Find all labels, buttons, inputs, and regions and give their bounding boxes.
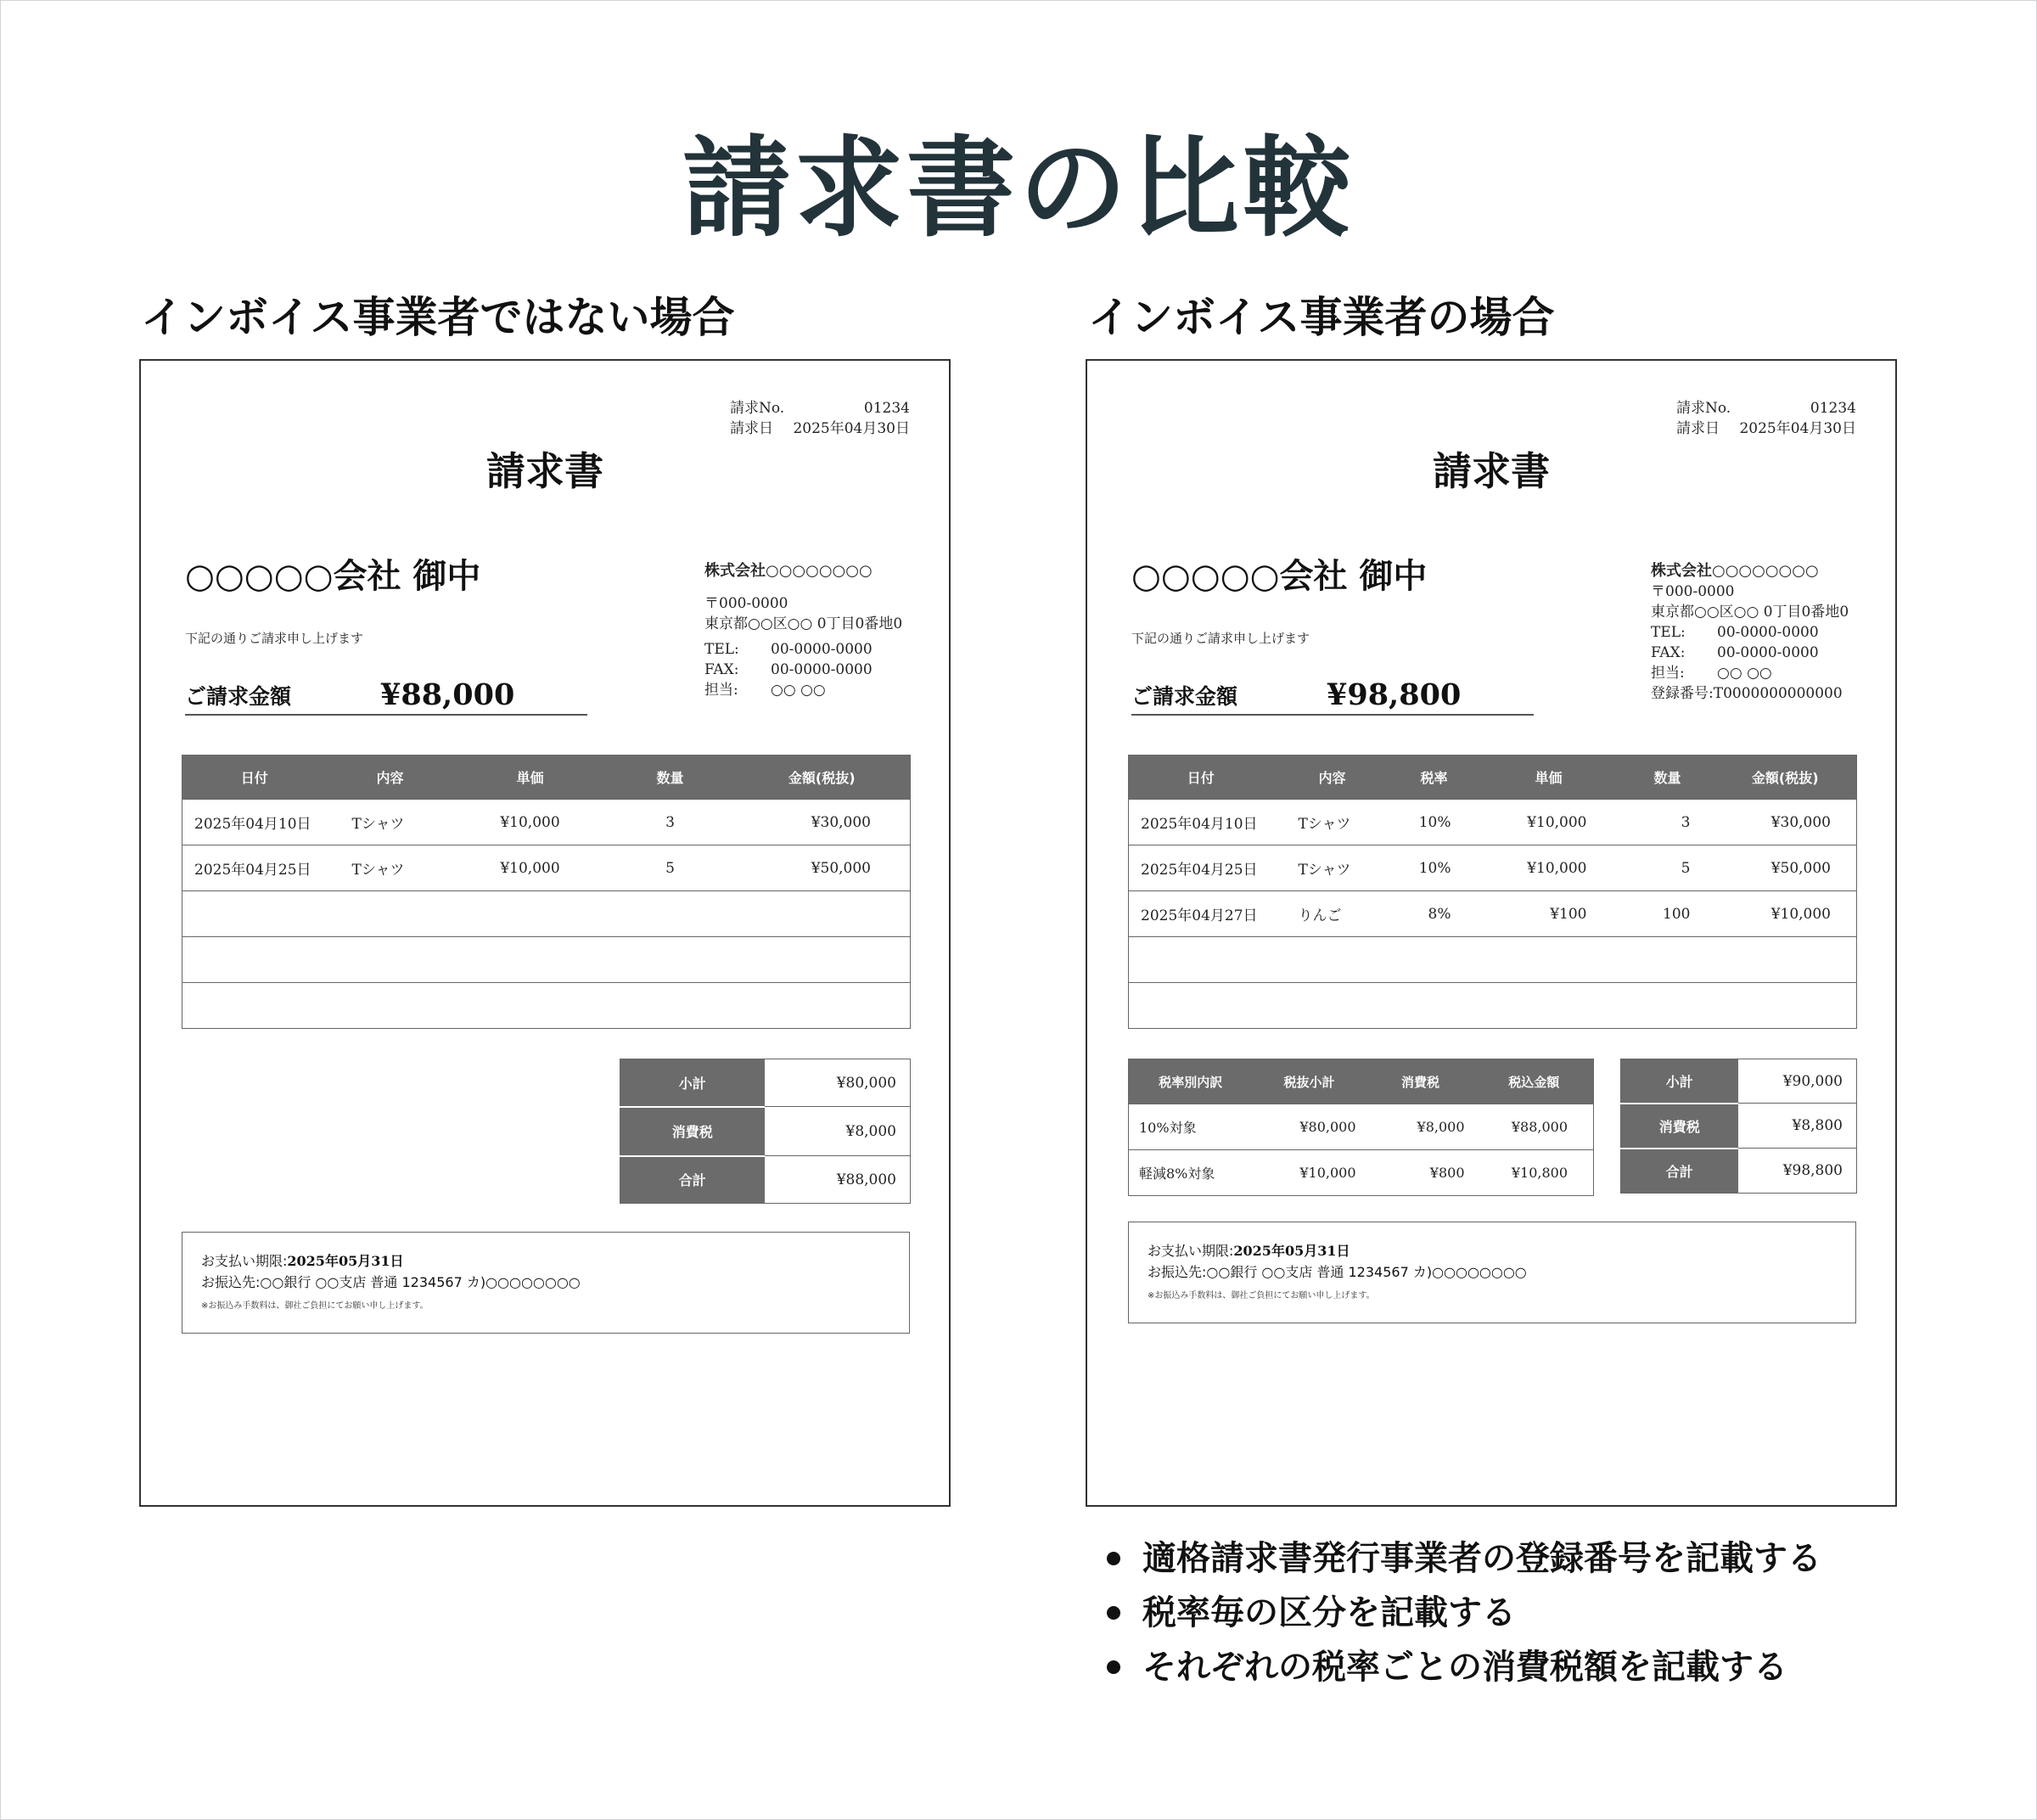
tax-breakdown-table <box>1128 1059 1594 1196</box>
cell-tax-class: 軽減8%対象 <box>1129 1150 1253 1196</box>
issuer-name: 株式会社○○○○○○○○ <box>1651 562 1819 580</box>
issuer-address: 東京都○○区○○ 0丁目0番地0 <box>1651 604 1849 621</box>
fax-value: 00-0000-0000 <box>1717 644 1819 661</box>
contact-label: 担当: <box>1651 665 1685 682</box>
total-label: 消費税 <box>1621 1104 1738 1149</box>
tel-label: TEL: <box>1651 624 1686 641</box>
table-row <box>182 891 911 937</box>
column-header: 日付 <box>182 755 327 800</box>
column-header: 金額(税抜) <box>734 755 911 800</box>
column-header: 内容 <box>1273 755 1392 800</box>
intro-text: 下記の通りご請求申し上げます <box>1131 631 1310 646</box>
right-section-title: インボイス事業者の場合 <box>1088 293 1555 342</box>
customer-name: ○○○○○会社 御中 <box>185 557 481 596</box>
total-label: 小計 <box>620 1059 765 1107</box>
customer-name: ○○○○○会社 御中 <box>1131 557 1428 596</box>
cell-unit-price: ¥10,000 <box>454 845 607 891</box>
cell-amount: ¥30,000 <box>734 800 911 845</box>
cell-date: 2025年04月10日 <box>1129 800 1273 845</box>
column-header: 税率別内訳 <box>1129 1059 1253 1104</box>
cell-item: Tシャツ <box>327 800 454 845</box>
table-row <box>1129 937 1857 983</box>
total-value: ¥8,000 <box>765 1107 911 1156</box>
column-header: 税率 <box>1392 755 1477 800</box>
meta-label: 請求No. <box>1676 400 1731 417</box>
list-item <box>1103 1640 1821 1694</box>
issuer-block <box>704 561 902 700</box>
table-row <box>182 983 911 1029</box>
issuer-block <box>1651 561 1849 704</box>
table-row <box>1129 845 1857 891</box>
cell-item: りんご <box>1273 891 1392 937</box>
list-item <box>1103 1531 1821 1586</box>
column-header: 日付 <box>1129 755 1273 800</box>
cell-item: Tシャツ <box>1273 845 1392 891</box>
payment-deadline <box>1148 1241 1837 1261</box>
table-row <box>182 800 911 845</box>
items-table <box>1128 755 1857 1029</box>
column-header: 単価 <box>1477 755 1621 800</box>
tel-value: 00-0000-0000 <box>771 641 873 658</box>
table-row <box>1129 1150 1594 1196</box>
issuer-postal: 〒000-0000 <box>1651 583 1735 600</box>
amount-label: ご請求金額 <box>1131 684 1238 709</box>
issuer-address: 東京都○○区○○ 0丁目0番地0 <box>704 615 903 632</box>
cell-qty: 3 <box>1621 800 1714 845</box>
billing-amount <box>185 666 587 716</box>
invoice-right <box>1086 359 1897 1507</box>
invoice-title: 請求書 <box>1433 448 1550 494</box>
payment-bank: お振込先:○○銀行 ○○支店 普通 1234567 カ)○○○○○○○○ <box>1148 1264 1527 1280</box>
payment-note: ※お振込み手数料は、御社ご負担にてお願い申し上げます。 <box>201 1301 429 1311</box>
cell-subtotal: ¥10,000 <box>1253 1150 1366 1196</box>
list-item <box>1103 1586 1821 1640</box>
table-row <box>1129 800 1857 845</box>
invoice-meta <box>730 398 910 439</box>
column-header: 内容 <box>327 755 454 800</box>
issuer-name: 株式会社○○○○○○○○ <box>704 562 873 580</box>
cell-qty: 5 <box>607 845 734 891</box>
contact-label: 担当: <box>704 682 738 699</box>
deadline-value: 2025年05月31日 <box>1233 1243 1350 1259</box>
deadline-label: お支払い期限: <box>1148 1243 1234 1259</box>
contact-value: ○○ ○○ <box>1717 665 1772 682</box>
cell-tax: ¥8,000 <box>1366 1104 1475 1150</box>
total-label: 合計 <box>1621 1149 1738 1194</box>
total-value: ¥80,000 <box>836 1074 896 1092</box>
amount-label: ご請求金額 <box>185 684 292 709</box>
total-label: 消費税 <box>620 1107 765 1156</box>
cell-qty: 3 <box>607 800 734 845</box>
totals-table <box>1620 1059 1857 1194</box>
invoice-left <box>139 359 951 1507</box>
key-points <box>1103 1531 1821 1694</box>
cell-amount: ¥50,000 <box>734 845 911 891</box>
table-row <box>182 845 911 891</box>
cell-tax: ¥800 <box>1366 1150 1475 1196</box>
column-header: 数量 <box>607 755 734 800</box>
tel-value: 00-0000-0000 <box>1717 624 1819 641</box>
total-value: ¥98,800 <box>1738 1149 1857 1194</box>
cell-tax-class: 10%対象 <box>1129 1104 1253 1150</box>
total-value: ¥88,000 <box>765 1156 911 1204</box>
table-row <box>1129 891 1857 937</box>
cell-unit-price: ¥10,000 <box>454 800 607 845</box>
cell-date: 2025年04月25日 <box>1129 845 1273 891</box>
totals-table <box>620 1059 911 1204</box>
payment-box <box>1128 1222 1856 1323</box>
total-value: ¥90,000 <box>1782 1072 1843 1090</box>
cell-qty: 5 <box>1621 845 1714 891</box>
list-item-text: 適格請求書発行事業者の登録番号を記載する <box>1142 1539 1821 1578</box>
page-title: 請求書の比較 <box>682 126 1355 252</box>
meta-value: 01234 <box>863 400 910 417</box>
cell-item: Tシャツ <box>1273 800 1392 845</box>
left-section-title: インボイス事業者ではない場合 <box>141 293 735 342</box>
invoice-title: 請求書 <box>486 448 603 494</box>
cell-amount: ¥50,000 <box>1714 845 1857 891</box>
contact-value: ○○ ○○ <box>771 682 826 699</box>
cell-unit-price: ¥10,000 <box>1477 845 1621 891</box>
cell-tax-rate: 10% <box>1392 845 1477 891</box>
tel-label: TEL: <box>704 641 739 658</box>
fax-label: FAX: <box>1651 644 1686 661</box>
bullet-dot-icon <box>1107 1552 1120 1565</box>
payment-deadline <box>201 1251 890 1272</box>
meta-label: 請求日 <box>1676 420 1720 437</box>
column-header: 金額(税抜) <box>1714 755 1857 800</box>
payment-note: ※お振込み手数料は、御社ご負担にてお願い申し上げます。 <box>1148 1291 1375 1300</box>
meta-value: 2025年04月30日 <box>1739 420 1856 437</box>
column-header: 消費税 <box>1366 1059 1475 1104</box>
cell-amount: ¥10,000 <box>1714 891 1857 937</box>
list-item-text: 税率毎の区分を記載する <box>1142 1593 1516 1632</box>
table-row <box>182 937 911 983</box>
intro-text: 下記の通りご請求申し上げます <box>185 631 364 646</box>
cell-date: 2025年04月10日 <box>182 800 327 845</box>
meta-value: 2025年04月30日 <box>793 420 910 437</box>
cell-tax-rate: 10% <box>1392 800 1477 845</box>
cell-tax-incl: ¥10,800 <box>1475 1150 1594 1196</box>
meta-label: 請求No. <box>730 400 785 417</box>
total-label: 小計 <box>1621 1059 1738 1104</box>
registration-label: 登録番号: <box>1651 685 1714 702</box>
deadline-value: 2025年05月31日 <box>287 1253 404 1269</box>
amount-value: ¥98,800 <box>1327 677 1462 712</box>
cell-date: 2025年04月25日 <box>182 845 327 891</box>
cell-unit-price: ¥100 <box>1477 891 1621 937</box>
column-header: 単価 <box>454 755 607 800</box>
cell-item: Tシャツ <box>327 845 454 891</box>
deadline-label: お支払い期限: <box>201 1253 288 1269</box>
column-header: 税込金額 <box>1475 1059 1594 1104</box>
list-item-text: それぞれの税率ごとの消費税額を記載する <box>1142 1648 1787 1687</box>
cell-tax-rate: 8% <box>1392 891 1477 937</box>
cell-qty: 100 <box>1621 891 1714 937</box>
cell-unit-price: ¥10,000 <box>1477 800 1621 845</box>
fax-value: 00-0000-0000 <box>771 661 873 678</box>
items-table <box>182 755 911 1029</box>
payment-bank: お振込先:○○銀行 ○○支店 普通 1234567 カ)○○○○○○○○ <box>201 1274 581 1290</box>
billing-amount <box>1131 666 1534 716</box>
meta-label: 請求日 <box>730 420 773 437</box>
invoice-meta <box>1676 398 1856 439</box>
bullet-dot-icon <box>1107 1660 1120 1674</box>
issuer-postal: 〒000-0000 <box>704 595 788 612</box>
cell-amount: ¥30,000 <box>1714 800 1857 845</box>
cell-subtotal: ¥80,000 <box>1253 1104 1366 1150</box>
amount-value: ¥88,000 <box>380 677 515 712</box>
fax-label: FAX: <box>704 661 739 678</box>
cell-date: 2025年04月27日 <box>1129 891 1273 937</box>
payment-box <box>182 1232 910 1334</box>
table-row <box>1129 983 1857 1029</box>
total-value: ¥8,800 <box>1738 1104 1857 1149</box>
table-row <box>1129 1104 1594 1150</box>
total-label: 合計 <box>620 1156 765 1204</box>
bullet-dot-icon <box>1107 1606 1120 1620</box>
registration-number: T0000000000000 <box>1713 685 1843 702</box>
cell-tax-incl: ¥88,000 <box>1475 1104 1594 1150</box>
column-header: 税抜小計 <box>1253 1059 1366 1104</box>
meta-value: 01234 <box>1810 400 1856 417</box>
column-header: 数量 <box>1621 755 1714 800</box>
